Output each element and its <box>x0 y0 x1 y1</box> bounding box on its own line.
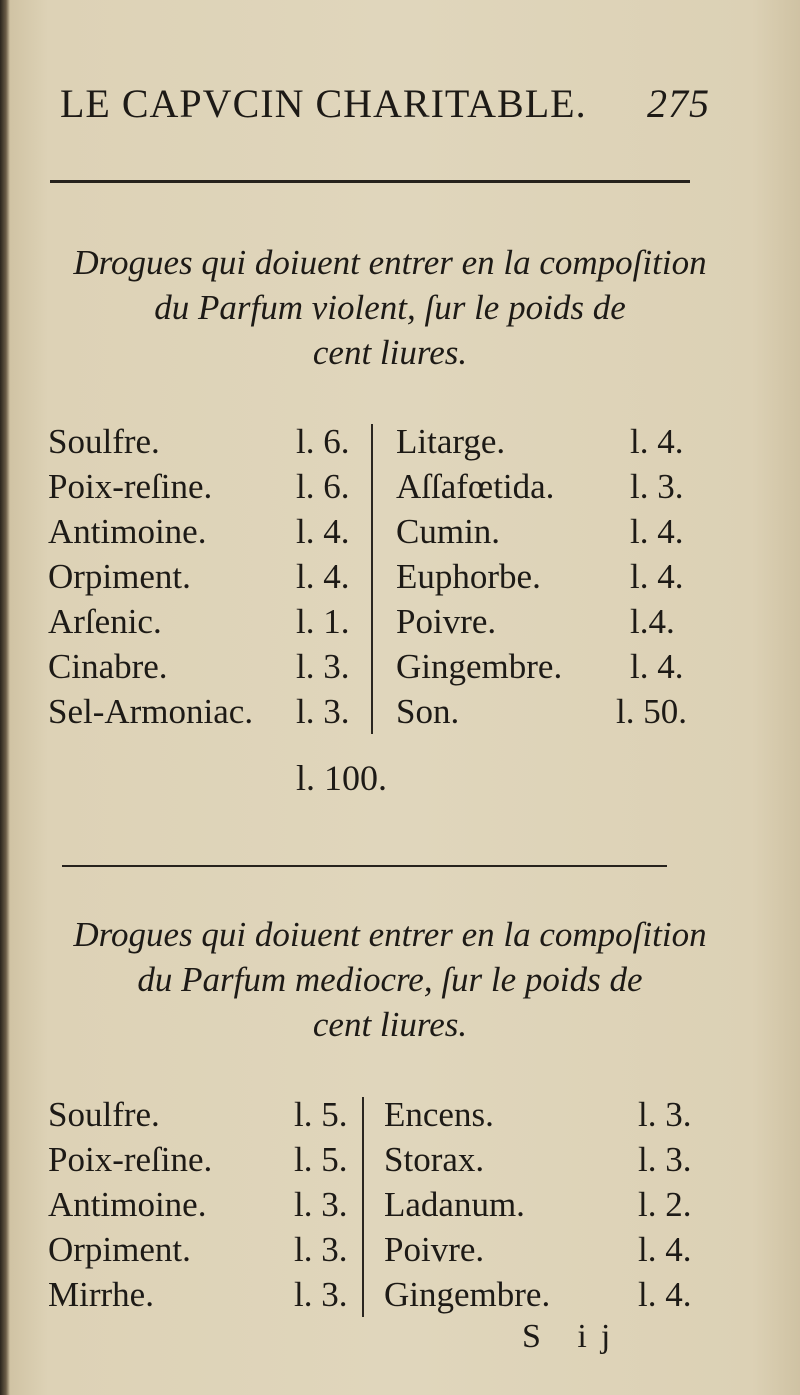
page-number: 275 <box>647 81 710 126</box>
ingredient-qty: l. 4. <box>638 1275 692 1314</box>
ingredient-name: Poix-reſine. <box>48 467 213 506</box>
heading-line: Drogues qui doiuent entrer en la compoſition <box>73 915 707 954</box>
running-header <box>60 80 710 140</box>
section-heading-violent <box>40 240 740 375</box>
header-rule <box>50 180 690 183</box>
table-row <box>0 1140 800 1185</box>
ingredient-name: Poix-reſine. <box>48 1140 213 1179</box>
signature-mark: S ij <box>522 1318 625 1355</box>
table-row <box>0 1095 800 1140</box>
ingredient-name: Orpiment. <box>48 557 191 596</box>
table-row <box>0 512 800 557</box>
ingredient-qty: l. 3. <box>638 1095 692 1134</box>
ingredient-name: Antimoine. <box>48 1185 207 1224</box>
table-row <box>0 647 800 692</box>
ingredient-name: Poivre. <box>396 602 497 641</box>
ingredient-name: Mirrhe. <box>48 1275 154 1314</box>
ingredient-name: Gingembre. <box>384 1275 551 1314</box>
ingredient-qty: l. 3. <box>294 1230 348 1269</box>
ingredient-qty: l. 3. <box>294 1185 348 1224</box>
ingredient-qty: l. 4. <box>630 647 684 686</box>
table-row <box>0 602 800 647</box>
ingredient-name: Litarge. <box>396 422 506 461</box>
ingredient-qty: l. 5. <box>294 1095 348 1134</box>
heading-line: cent liures. <box>312 1005 468 1044</box>
ingredient-qty: l. 4. <box>638 1230 692 1269</box>
ingredient-name: Orpiment. <box>48 1230 191 1269</box>
section-rule <box>62 865 667 867</box>
ingredient-name: Cinabre. <box>48 647 168 686</box>
table-row <box>0 557 800 602</box>
heading-line: cent liures. <box>312 333 468 372</box>
table-row <box>0 1230 800 1275</box>
ingredient-qty: l. 4. <box>296 512 350 551</box>
ingredient-name: Sel-Armoniac. <box>48 692 254 731</box>
ingredient-name: Encens. <box>384 1095 494 1134</box>
section-heading-mediocre <box>40 912 740 1047</box>
ingredient-qty: l. 4. <box>296 557 350 596</box>
heading-line: du Parfum mediocre, ſur le poids de <box>137 960 643 999</box>
table-row <box>0 422 800 467</box>
ingredient-qty: l. 3. <box>296 692 350 731</box>
ingredient-name: Poivre. <box>384 1230 485 1269</box>
ingredient-qty: l. 2. <box>638 1185 692 1224</box>
ingredient-qty: l. 6. <box>296 422 350 461</box>
ingredient-name: Euphorbe. <box>396 557 541 596</box>
ingredient-name: Ladanum. <box>384 1185 525 1224</box>
ingredient-qty: l. 50. <box>616 692 687 731</box>
ingredient-qty: l. 5. <box>294 1140 348 1179</box>
ingredient-qty: l. 3. <box>630 467 684 506</box>
ingredient-qty: l. 1. <box>296 602 350 641</box>
ingredient-name: Gingembre. <box>396 647 563 686</box>
ingredient-qty: l. 4. <box>630 557 684 596</box>
ingredients-table-mediocre <box>0 1095 800 1320</box>
ingredient-name: Storax. <box>384 1140 485 1179</box>
ingredient-name: Antimoine. <box>48 512 207 551</box>
ingredient-qty: l. 4. <box>630 512 684 551</box>
ingredient-qty: l. 6. <box>296 467 350 506</box>
ingredient-name: Aſſafœtida. <box>396 467 555 506</box>
ingredient-qty: l. 3. <box>638 1140 692 1179</box>
ingredient-name: Cumin. <box>396 512 501 551</box>
ingredient-qty: l. 4. <box>630 422 684 461</box>
ingredient-qty: l.4. <box>630 602 675 641</box>
total-weight: l. 100. <box>296 758 388 798</box>
running-title: LE CAPVCIN CHARITABLE. <box>60 81 587 126</box>
ingredient-name: Soulfre. <box>48 1095 160 1134</box>
ingredient-name: Soulfre. <box>48 422 160 461</box>
ingredients-table-violent <box>0 422 800 737</box>
ingredient-name: Son. <box>396 692 460 731</box>
heading-line: Drogues qui doiuent entrer en la compoſition <box>73 243 707 282</box>
ingredient-qty: l. 3. <box>294 1275 348 1314</box>
table-row <box>0 692 800 737</box>
heading-line: du Parfum violent, ſur le poids de <box>154 288 626 327</box>
ingredient-qty: l. 3. <box>296 647 350 686</box>
ingredient-name: Arſenic. <box>48 602 162 641</box>
table-row <box>0 1185 800 1230</box>
table-row <box>0 1275 800 1320</box>
table-row <box>0 467 800 512</box>
